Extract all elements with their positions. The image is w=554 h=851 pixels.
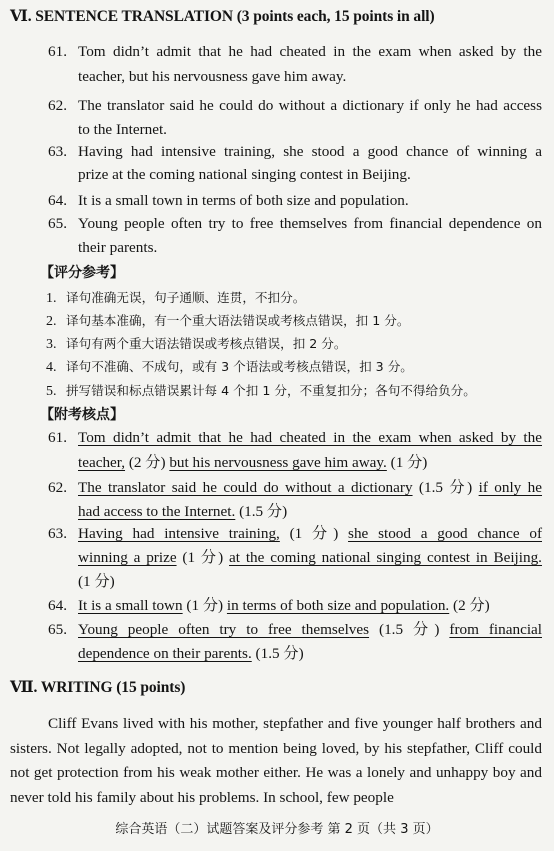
question-text-line: The translator said he could do without a dictionary if only he had access xyxy=(78,97,542,114)
keypoint-number: 63. xyxy=(48,525,67,542)
keypoint-segment: if only he xyxy=(478,479,543,496)
keypoint-segment: in terms of both size and population. xyxy=(226,597,450,614)
keypoint-segment: The translator said he could do without a dictionary xyxy=(78,479,413,496)
keypoint-segment: Young people often try to free themselves xyxy=(78,621,370,638)
question-text-line: Young people often try to free themselves from financial dependence on xyxy=(78,215,542,232)
keypoint-score: (1.5 分) xyxy=(251,645,304,662)
keypoint-score: (2 分) xyxy=(449,597,490,614)
question-text-line: their parents. xyxy=(78,239,158,256)
keypoint-segment: had access to the Internet. xyxy=(78,503,236,520)
keypoint-62 xyxy=(48,476,542,500)
scoring-item xyxy=(46,380,476,400)
keypoint-segment: Tom didn’t admit that he had cheated in the exam when asked by the xyxy=(78,429,542,446)
scoring-text: 译句准确无误，句子通顺、连贯，不扣分。 xyxy=(66,290,306,305)
scoring-item xyxy=(46,287,305,307)
keypoint-number: 65. xyxy=(48,621,67,638)
keypoint-score: (1 分) xyxy=(386,454,428,471)
question-text-line: It is a small town in terms of both size and population. xyxy=(78,192,409,209)
keypoint-segment: teacher, xyxy=(78,454,126,471)
scoring-item xyxy=(46,356,413,376)
keypoint-62-cont xyxy=(78,500,542,524)
keypoint-segment: It is a small town xyxy=(78,597,183,614)
section-7-numeral: Ⅶ. xyxy=(10,679,38,696)
question-number: 63. xyxy=(48,143,67,160)
keypoint-segment: from financial xyxy=(449,621,542,638)
keypoint-number: 61. xyxy=(48,429,67,446)
scoring-heading: 【评分参考】 xyxy=(40,265,124,281)
keypoint-number: 62. xyxy=(48,479,67,496)
question-62 xyxy=(48,94,542,118)
keypoint-score: (1.5 分) xyxy=(369,621,450,638)
keypoint-61-cont xyxy=(78,451,542,475)
keypoint-segment: Having had intensive training, xyxy=(78,525,280,542)
question-text-line: Having had intensive training, she stood a good chance of winning a xyxy=(78,143,542,160)
question-63 xyxy=(48,140,542,164)
section-7-title: WRITING (15 points) xyxy=(40,679,186,696)
question-number: 65. xyxy=(48,215,67,232)
keypoint-64 xyxy=(48,594,542,618)
writing-paragraph: Cliff Evans lived with his mother, stepfather and five younger half brothers and sisters. Not legally adopted, not to mention being loved, by his stepfather, Cliff could not get protection from his weak mother either. He was a lonely and unhappy boy and never told his family about his problems. In school, few people xyxy=(10,715,542,806)
section-7-heading xyxy=(10,677,185,697)
question-text-line: Tom didn’t admit that he had cheated in the exam when asked by the xyxy=(78,43,542,60)
question-65 xyxy=(48,212,542,236)
keypoint-score: (1 分) xyxy=(182,597,227,614)
keypoint-score: (1.5 分) xyxy=(412,479,479,496)
section-6-heading xyxy=(10,6,435,26)
scoring-item xyxy=(46,310,409,330)
keypoint-score: (1 分) xyxy=(279,525,349,542)
page-footer: 综合英语（二）试题答案及评分参考 第 2 页（共 3 页） xyxy=(115,822,439,837)
question-number: 62. xyxy=(48,97,67,114)
keypoint-segment: at the coming national singing contest in Beijing. xyxy=(229,549,542,566)
keypoint-score: (1.5 分) xyxy=(235,503,288,520)
keypoints-heading: 【附考核点】 xyxy=(40,407,124,423)
question-text-line: prize at the coming national singing contest in Beijing. xyxy=(78,166,411,183)
section-6-title: SENTENCE TRANSLATION (3 points each, 15 points in all) xyxy=(35,8,435,25)
keypoint-score: (2 分) xyxy=(125,454,170,471)
keypoint-65-cont xyxy=(78,642,542,666)
keypoint-63-cont xyxy=(78,546,542,570)
keypoint-segment: she stood a good chance of xyxy=(348,525,542,542)
keypoint-61 xyxy=(48,426,542,450)
scoring-text: 拼写错误和标点错误累计每 4 个扣 1 分，不重复扣分；各句不得给负分。 xyxy=(66,383,476,398)
scoring-number: 2. xyxy=(46,314,57,329)
scoring-item xyxy=(46,333,347,353)
keypoint-63-score-line xyxy=(78,570,542,594)
question-64 xyxy=(48,189,542,213)
keypoint-65 xyxy=(48,618,542,642)
scoring-text: 译句有两个重大语法错误或考核点错误，扣 2 分。 xyxy=(66,336,347,351)
question-65-cont xyxy=(78,236,542,260)
scoring-number: 5. xyxy=(46,384,57,399)
keypoint-63 xyxy=(48,522,542,546)
question-61-cont xyxy=(78,65,542,89)
section-6-numeral: Ⅵ. xyxy=(10,8,32,25)
question-text-line: teacher, but his nervousness gave him away. xyxy=(78,68,347,85)
scoring-text: 译句基本准确，有一个重大语法错误或考核点错误，扣 1 分。 xyxy=(66,313,410,328)
scoring-text: 译句不准确、不成句，或有 3 个语法或考核点错误，扣 3 分。 xyxy=(66,359,413,374)
keypoint-score: (1 分) xyxy=(176,549,230,566)
question-number: 61. xyxy=(48,43,67,60)
question-62-cont xyxy=(78,118,542,142)
keypoint-score: (1 分) xyxy=(78,573,115,590)
question-63-cont xyxy=(78,163,542,187)
question-number: 64. xyxy=(48,192,67,209)
scoring-number: 4. xyxy=(46,360,57,375)
question-text-line: to the Internet. xyxy=(78,121,167,138)
keypoint-segment: winning a prize xyxy=(78,549,177,566)
keypoint-number: 64. xyxy=(48,597,67,614)
question-61 xyxy=(48,40,542,64)
scoring-number: 1. xyxy=(46,291,57,306)
keypoint-segment: dependence on their parents. xyxy=(78,645,252,662)
scoring-number: 3. xyxy=(46,337,57,352)
keypoint-segment: but his nervousness gave him away. xyxy=(169,454,387,471)
